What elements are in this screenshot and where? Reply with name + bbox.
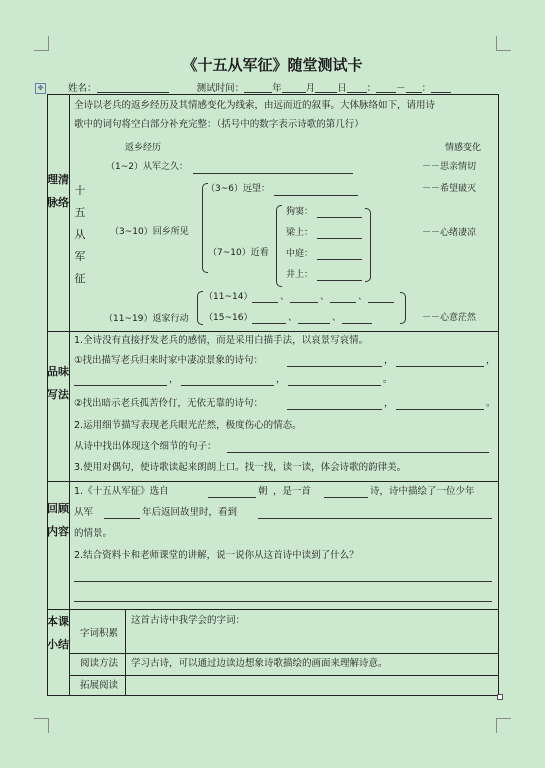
row2a-emotion: －－希望破灭 bbox=[422, 184, 477, 194]
summary-label-vocabulary: 字词积累 bbox=[79, 628, 118, 639]
sep: 、 bbox=[332, 313, 342, 323]
row3-label: （11~19）返家行动 bbox=[104, 314, 189, 324]
row2b-label: （7~10）近看 bbox=[208, 248, 269, 258]
comma: ， bbox=[384, 398, 394, 409]
end-minute-blank[interactable] bbox=[431, 82, 451, 93]
column-header-emotion: 情感变化 bbox=[445, 143, 482, 153]
row2a-label: （3~6）远望： bbox=[206, 184, 270, 194]
s3-q1-part-g: 的情景。 bbox=[74, 528, 113, 539]
row2-label: （3~10）回乡所见 bbox=[110, 227, 189, 237]
day-blank[interactable] bbox=[315, 82, 337, 93]
s2-detail-question: 从诗中找出体现这个细节的句子： bbox=[74, 441, 217, 452]
near-item-4-blank[interactable] bbox=[317, 280, 362, 281]
s2-q1-blank-1[interactable] bbox=[287, 366, 382, 367]
brace-near-look-right bbox=[365, 208, 371, 282]
s2-point-2: 2.运用细节描写表现老兵眼光茫然，极度伤心的情态。 bbox=[74, 420, 302, 431]
s3-q1-part-b: 朝 bbox=[258, 486, 268, 497]
sep: 、 bbox=[288, 313, 298, 323]
s2-question-2: ②找出暗示老兵孤苦伶仃，无依无靠的诗句： bbox=[74, 398, 264, 409]
colon-1: ： bbox=[366, 83, 377, 94]
s3-q1-part-d: 诗，诗中描绘了一位少年 bbox=[370, 486, 475, 497]
row1-label: （1~2）从军之久： bbox=[106, 162, 188, 172]
s3-answer-line-1[interactable] bbox=[74, 581, 492, 582]
near-item-3-blank[interactable] bbox=[317, 259, 362, 260]
row3a-blank-1[interactable] bbox=[252, 302, 278, 303]
crop-mark-top-right bbox=[496, 36, 511, 51]
summary-label-reading-method: 阅读方法 bbox=[79, 658, 118, 669]
colon-2: ： bbox=[421, 83, 432, 94]
s2-q1-blank-3[interactable] bbox=[74, 385, 167, 386]
comma: ， bbox=[384, 355, 394, 366]
s2-point-3: 3.使用对偶句，使诗歌读起来朗朗上口。找一找，读一读，体会诗歌的韵律美。 bbox=[74, 462, 407, 473]
near-item-2-blank[interactable] bbox=[317, 238, 362, 239]
table-resize-handle[interactable] bbox=[497, 694, 503, 700]
s2-q2-blank-1[interactable] bbox=[287, 409, 382, 410]
brace-home-action-right bbox=[400, 292, 406, 324]
name-blank[interactable] bbox=[97, 82, 169, 93]
s1-intro-line-2: 歌中的词句将空白部分补充完整：（括号中的数字表示诗歌的第几行） bbox=[74, 119, 364, 130]
near-item-1-blank[interactable] bbox=[317, 217, 362, 218]
period: 。 bbox=[383, 374, 393, 385]
s3-q1-part-c: ，是一首 bbox=[273, 486, 312, 497]
time-label: 测试时间： bbox=[196, 83, 245, 94]
comma: ， bbox=[169, 374, 179, 385]
s3-q1-part-f: 年后返回故里时，看到 bbox=[142, 507, 238, 518]
section-label-sort-out: 理清脉络 bbox=[47, 173, 69, 209]
page-title: 《十五从军征》随堂测试卡 bbox=[182, 56, 363, 74]
s3-years-blank[interactable] bbox=[104, 518, 140, 519]
hour-blank[interactable] bbox=[347, 82, 367, 93]
crop-mark-bottom-left bbox=[34, 718, 49, 733]
s2-q2-blank-2[interactable] bbox=[396, 409, 484, 410]
s3-q1-part-e: 从军 bbox=[74, 507, 94, 518]
brace-return-home-seen bbox=[202, 183, 208, 273]
comma: ， bbox=[486, 355, 496, 366]
year-label: 年 bbox=[272, 83, 282, 94]
row-divider-3 bbox=[47, 609, 499, 610]
month-label: 月 bbox=[305, 83, 316, 94]
end-hour-blank[interactable] bbox=[406, 82, 422, 93]
comma: ， bbox=[276, 374, 286, 385]
row2b-emotion: －－心绪凄凉 bbox=[422, 228, 477, 238]
row-divider-2 bbox=[47, 481, 499, 482]
s2-q1-blank-2[interactable] bbox=[396, 366, 484, 367]
row3a-blank-4[interactable] bbox=[368, 302, 394, 303]
sep: 、 bbox=[358, 292, 368, 302]
summary-vocabulary-prompt: 这首古诗中我学会的字词： bbox=[131, 615, 246, 626]
s3-poem-type-blank[interactable] bbox=[324, 497, 368, 498]
period: 。 bbox=[486, 398, 496, 409]
s2-point-1: 1.全诗没有直接抒发老兵的感情，而是采用白描手法，以哀景写哀情。 bbox=[74, 335, 369, 346]
s3-answer-line-2[interactable] bbox=[74, 601, 492, 602]
row3a-blank-3[interactable] bbox=[330, 302, 356, 303]
year-blank[interactable] bbox=[244, 82, 272, 93]
summary-column-divider bbox=[125, 609, 126, 696]
brace-home-action bbox=[197, 291, 203, 325]
section-label-appreciate: 品味写法 bbox=[47, 365, 69, 401]
table-move-handle-icon[interactable]: ✥ bbox=[35, 83, 46, 94]
label-column-divider bbox=[69, 94, 70, 696]
month-blank[interactable] bbox=[282, 82, 306, 93]
s2-detail-blank[interactable] bbox=[227, 452, 489, 453]
column-header-journey: 返乡经历 bbox=[125, 143, 162, 153]
s2-q1-blank-4[interactable] bbox=[181, 385, 274, 386]
row1-blank[interactable] bbox=[193, 173, 353, 174]
brace-near-look bbox=[276, 205, 282, 287]
near-item-2: 梁上： bbox=[286, 228, 314, 238]
summary-row-divider-1 bbox=[69, 653, 499, 654]
section-label-review: 回顾内容 bbox=[47, 502, 69, 538]
poem-title-vertical: 十五从军征 bbox=[74, 184, 86, 285]
s2-q1-blank-5[interactable] bbox=[288, 385, 381, 386]
sep: 、 bbox=[320, 292, 330, 302]
row3b-blank-1[interactable] bbox=[252, 323, 286, 324]
row3-emotion: －－心意茫然 bbox=[422, 313, 477, 323]
row1-emotion: －－思亲情切 bbox=[422, 162, 477, 172]
crop-mark-bottom-right bbox=[496, 718, 511, 733]
row3a-blank-2[interactable] bbox=[290, 302, 318, 303]
minute-blank[interactable] bbox=[376, 82, 396, 93]
summary-reading-method-text: 学习古诗，可以通过边读边想象诗歌描绘的画面来理解诗意。 bbox=[131, 658, 388, 669]
row3a-label: （11~14） bbox=[204, 292, 253, 302]
header-info bbox=[68, 80, 451, 94]
near-item-3: 中庭： bbox=[286, 249, 314, 259]
near-item-4: 井上： bbox=[286, 270, 314, 280]
s1-intro-line-1: 全诗以老兵的返乡经历及其情感变化为线索，由远而近的叙事。大体脉络如下，请用诗 bbox=[74, 100, 436, 111]
day-label: 日 bbox=[337, 83, 347, 94]
s3-dynasty-blank[interactable] bbox=[208, 497, 256, 498]
row3b-blank-3[interactable] bbox=[342, 323, 372, 324]
s3-scene-blank[interactable] bbox=[258, 518, 492, 519]
row3b-label: （15~16） bbox=[204, 313, 253, 323]
sep: 、 bbox=[280, 292, 290, 302]
name-label: 姓名： bbox=[68, 83, 97, 94]
dash: － bbox=[396, 83, 406, 94]
s2-question-1: ①找出描写老兵归来时家中凄凉景象的诗句： bbox=[74, 355, 264, 366]
row3b-blank-2[interactable] bbox=[298, 323, 330, 324]
section-label-summary: 本课小结 bbox=[47, 615, 69, 651]
s3-q1-part-a: 1.《十五从军征》选自 bbox=[74, 486, 169, 497]
summary-label-extended-reading: 拓展阅读 bbox=[79, 680, 118, 691]
summary-row-divider-2 bbox=[69, 675, 499, 676]
near-item-1: 狗窦： bbox=[286, 207, 314, 217]
row-divider-1 bbox=[47, 331, 499, 332]
s3-question-2: 2.结合资料卡和老师课堂的讲解，说一说你从这首诗中读到了什么？ bbox=[74, 550, 359, 561]
crop-mark-top-left bbox=[34, 36, 49, 51]
row2a-blank[interactable] bbox=[274, 195, 358, 196]
